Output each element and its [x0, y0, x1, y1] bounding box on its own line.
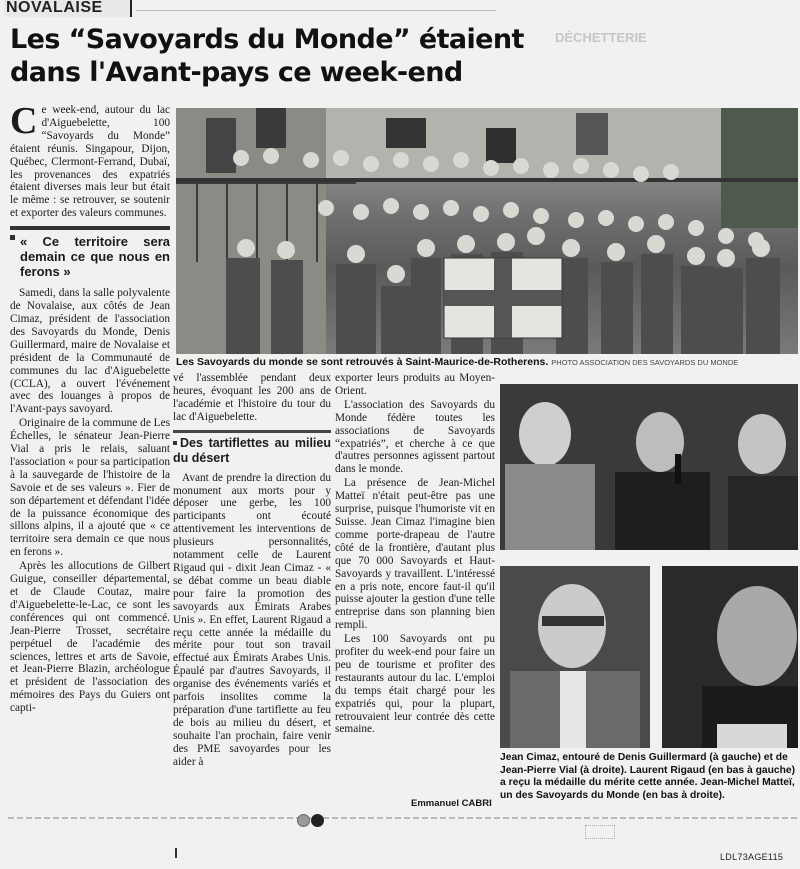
paragraph: exporter leurs produits au Moyen-Orient.: [335, 372, 495, 397]
paragraph: La présence de Jean-Michel Matteï n'était peut-être pas une surprise, puisque l'humoriste vit en Suisse. Jean Cimaz l'imagine bien comme porte-drapeau de l'autre côté de la frontière, d'autant plus que 70 000 Savoyards et Haut-Savoyards y travaillent. L'intéressé en a pris note, encore faut-il qu'il puisse ajouter la gestion d'une telle entreprise dans son planning bien rempli.: [335, 477, 495, 632]
photo-speakers-illustration: [500, 384, 798, 550]
paragraph: Originaire de la commune de Les Échelles, le sénateur Jean-Pierre Vial a pris le relais, saluant l'association « pour sa participation à la sauvegarde de l'histoire de la Savoie et de ses valeurs ». Fier de son département et défendant l'idée de la puissance économique des sillons alpins, il a ajouté que « ce territoire sera demain ce que nous en ferons ».: [10, 417, 170, 559]
lead-paragraph: [10, 104, 170, 220]
article-column-1: [10, 104, 170, 810]
neighbor-heading: DÉCHETTERIE: [555, 30, 647, 45]
paragraph: vé l'assemblée pendant deux heures, évoquant les 200 ans de l'académie et l'histoire du tour du lac d'Aiguebelette.: [173, 372, 331, 423]
intertitle: [173, 430, 331, 466]
paragraph: Samedi, dans la salle polyvalente de Novalaise, aux côtés de Jean Cimaz, président de l'association des Savoyards du Monde, Denis Guillermard, maire de Novalaise et président de la Communauté de communes du lac d'Aiguebelette (CCLA), a ouvert l'événement avec des louanges à propos de l'Avant-pays savoyard.: [10, 287, 170, 416]
page-dots: [297, 814, 325, 832]
photo-laurent-rigaud-illustration: [500, 566, 650, 748]
pull-quote: « Ce territoire sera demain ce que nous en ferons »: [10, 226, 170, 279]
headline-line-2: dans l'Avant-pays ce week-end: [10, 57, 463, 88]
lead-text: e week-end, autour du lac d'Aiguebelette, 100 “Savoyards du Monde” étaient réunis. Singapour, Dijon, Québec, Clermont-Ferrand, Dubaï, les provenances des expatriés étaient diverses mais leur but était le même : se retrouver, se soutenir et exporter des valeurs communes.: [10, 104, 170, 220]
photo-jean-michel-mattei: [662, 566, 798, 748]
photo-laurent-rigaud: [500, 566, 650, 748]
dot-light: [297, 814, 310, 827]
dot-dark: [311, 814, 324, 827]
group-photo-illustration: [176, 108, 798, 354]
paragraph: Avant de prendre la direction du monument aux morts pour y déposer une gerbe, les 100 participants ont écouté attentivement les interventions de plusieurs personnalités, notamment celle de Laurent Rigaud qui - dixit Jean Cimaz - « se débat comme un beau diable pour faire la promotion des savoyards aux Émirats Arabes Unis ». En effet, Laurent Rigaud a reçu cette année la médaille du mérite pour tout son travail effectué aux Émirats Arabes Unis. Épaulé par d'autres Savoyards, il organise des événements variés et parfois insolites comme la préparation d'une tartiflette au feu de bois au milieu du désert, et souhaite l'an prochain, faire venir des PME savoyardes pour les aider à: [173, 471, 331, 768]
photo-credit: PHOTO ASSOCIATION DES SAVOYARDS DU MONDE: [551, 358, 739, 367]
neighbor-article-bleed: [500, 0, 800, 100]
group-photo: [176, 108, 798, 354]
headline-line-1: Les “Savoyards du Monde” étaient: [10, 24, 524, 55]
drop-cap: C: [10, 104, 38, 142]
print-tick: [175, 848, 177, 858]
main-photo-caption: [176, 356, 798, 370]
paragraph: L'association des Savoyards du Monde fédère toutes les associations de Savoyards “expatriés”, et cherche à ce que d'autres personnes agissent partout dans le monde.: [335, 398, 495, 476]
rubric-rule: [136, 10, 496, 11]
article-column-3: [335, 372, 495, 810]
registration-mark: [585, 825, 615, 839]
footer-page-code: LDL73AGE115: [720, 852, 784, 862]
byline-signature: Emmanuel CABRI: [411, 798, 492, 809]
caption-text: Les Savoyards du monde se sont retrouvés à Saint-Maurice-de-Rotherens.: [176, 356, 549, 368]
article-column-2: [173, 372, 331, 810]
photo-jean-michel-mattei-illustration: [662, 566, 798, 748]
intertitle-bullet: [173, 441, 177, 445]
paragraph: Les 100 Savoyards ont pu profiter du week-end pour faire un peu de tourisme et profiter des restaurants autour du lac. L'emploi du temps était chargé pour les expatriés qui, pour la plupart, retrouvaient leur contrée dès cette semaine.: [335, 633, 495, 736]
section-rubric: NOVALAISE: [4, 0, 132, 17]
photos-caption: Jean Cimaz, entouré de Denis Guillermard (à gauche) et de Jean-Pierre Vial (à droite). Laurent Rigaud (en bas à gauche) a reçu la médaille du mérite cette année. Jean-Michel Matteï, un des Savoyards du Monde (en bas à droite).: [500, 752, 796, 802]
paragraph: Après les allocutions de Gilbert Guigue, conseiller départemental, et de Claude Coutaz, maire d'Aiguebelette-le-Lac, ce sont les conférences qui ont commencé. Jean-Pierre Trosset, secrétaire perpétuel de l'académie des sciences, lettres et arts de Savoie, et Jean-Pierre Blazin, archéologue et président de l'association des mémoires des Pays du Guiers ont capti-: [10, 560, 170, 715]
intertitle-text: Des tartiflettes au milieu du désert: [173, 435, 331, 465]
photo-speakers: [500, 384, 798, 550]
footer-rule: [8, 817, 800, 819]
